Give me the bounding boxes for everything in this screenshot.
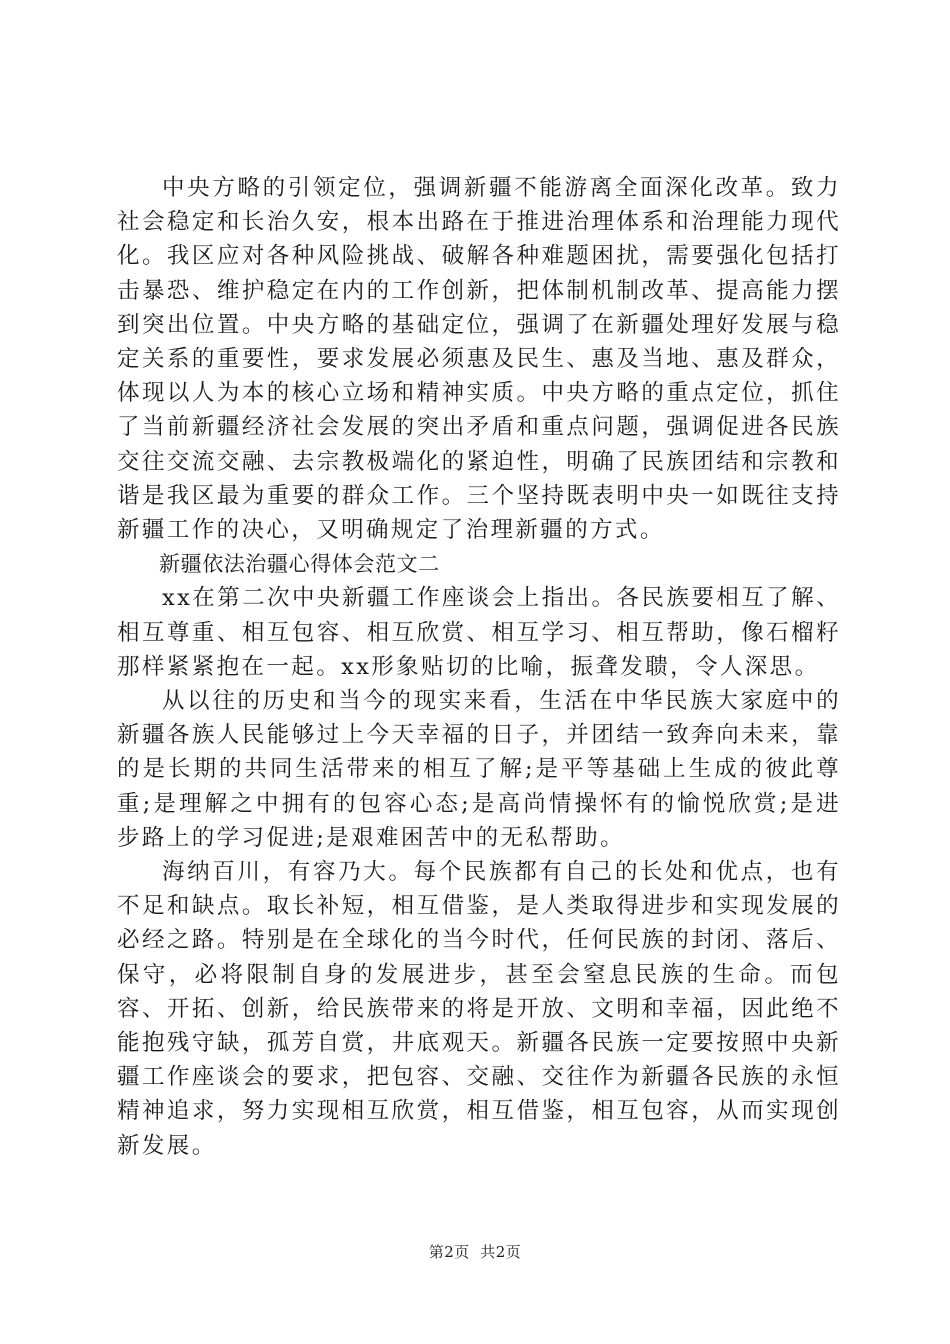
document-body [117, 171, 841, 1163]
paragraph-pomegranate: xx在第二次中央新疆工作座谈会上指出。各民族要相互了解、相互尊重、相互包容、相互欣赏、相互学习、相互帮助，像石榴籽那样紧紧抱在一起。xx形象贴切的比喻，振聋发聩，令人深思。 [117, 585, 841, 680]
page-number: 第2页 共2页 [428, 1243, 522, 1261]
paragraph-strategy: 中央方略的引领定位，强调新疆不能游离全面深化改革。致力社会稳定和长治久安，根本出路在于推进治理体系和治理能力现代化。我区应对各种风险挑战、破解各种难题困扰，需要强化包括打击暴恐、维护稳定在内的工作创新，把体制机制改革、提高能力摆到突出位置。中央方略的基础定位，强调了在新疆处理好发展与稳定关系的重要性，要求发展必须惠及民生、惠及当地、惠及群众，体现以人为本的核心立场和精神实质。中央方略的重点定位，抓住了当前新疆经济社会发展的突出矛盾和重点问题，强调促进各民族交往交流交融、去宗教极端化的紧迫性，明确了民族团结和宗教和谐是我区最为重要的群众工作。三个坚持既表明中央一如既往支持新疆工作的决心，又明确规定了治理新疆的方式。 [117, 175, 841, 544]
paragraph-history: 从以往的历史和当今的现实来看，生活在中华民族大家庭中的新疆各族人民能够过上今天幸福的日子，并团结一致奔向未来，靠的是长期的共同生活带来的相互了解;是平等基础上生成的彼此尊重;是理解之中拥有的包容心态;是高尚情操怀有的愉悦欣赏;是进步路上的学习促进;是艰难困苦中的无私帮助。 [117, 688, 841, 851]
section-heading: 新疆依法治疆心得体会范文二 [159, 552, 440, 577]
page-footer [0, 1242, 950, 1262]
paragraph-tolerance: 海纳百川，有容乃大。每个民族都有自己的长处和优点，也有不足和缺点。取长补短，相互借鉴，是人类取得进步和实现发展的必经之路。特别是在全球化的当今时代，任何民族的封闭、落后、保守，必将限制自身的发展进步，甚至会窒息民族的生命。而包容、开拓、创新，给民族带来的将是开放、文明和幸福，因此绝不能抱残守缺，孤芳自赏，井底观天。新疆各民族一定要按照中央新疆工作座谈会的要求，把包容、交融、交往作为新疆各民族的永恒精神追求，努力实现相互欣赏，相互借鉴，相互包容，从而实现创新发展。 [117, 859, 841, 1159]
